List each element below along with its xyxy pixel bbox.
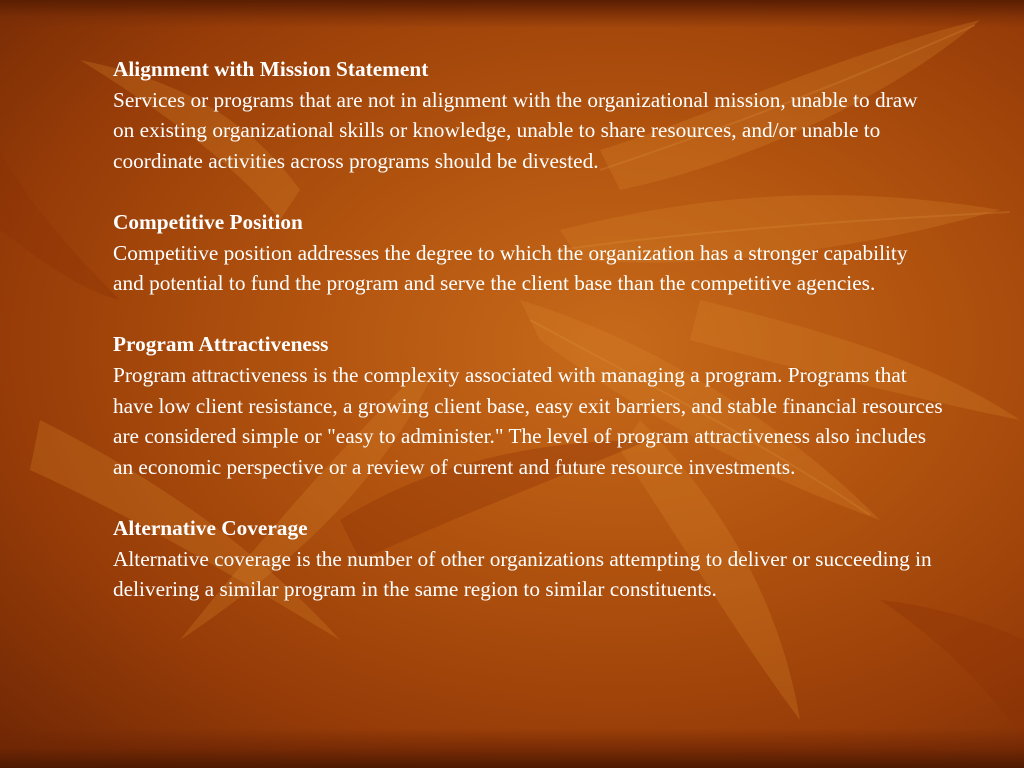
section-body: Competitive position addresses the degree to which the organization has a stronger capability and potential to fund the program and serve the client base than the competitive agencies. (113, 240, 908, 296)
bottom-shade (0, 728, 1024, 768)
section-program-attractiveness (113, 329, 943, 482)
section-body: Alternative coverage is the number of other organizations attempting to deliver or succeeding in delivering a similar program in the same region to similar constituents. (113, 546, 932, 602)
section-body: Services or programs that are not in alignment with the organizational mission, unable to draw on existing organizational skills or knowledge, unable to share resources, and/or unable to coordinate activities across programs should be divested. (113, 87, 918, 173)
section-heading: Alternative Coverage (113, 515, 308, 540)
section-heading: Program Attractiveness (113, 332, 329, 357)
section-competitive-position (113, 207, 943, 299)
section-heading: Competitive Position (113, 209, 303, 234)
section-heading: Alignment with Mission Statement (113, 57, 429, 81)
section-alignment (113, 54, 943, 176)
slide-content (113, 54, 943, 605)
section-body: Program attractiveness is the complexity associated with managing a program. Programs that have low client resistance, a growing client base, easy exit barriers, and stable financial resources are considered simple or "easy to administer." The level of program attractiveness also includes an economic perspective or a review of current and future resource investments. (113, 362, 943, 479)
section-alternative-coverage (113, 513, 943, 605)
